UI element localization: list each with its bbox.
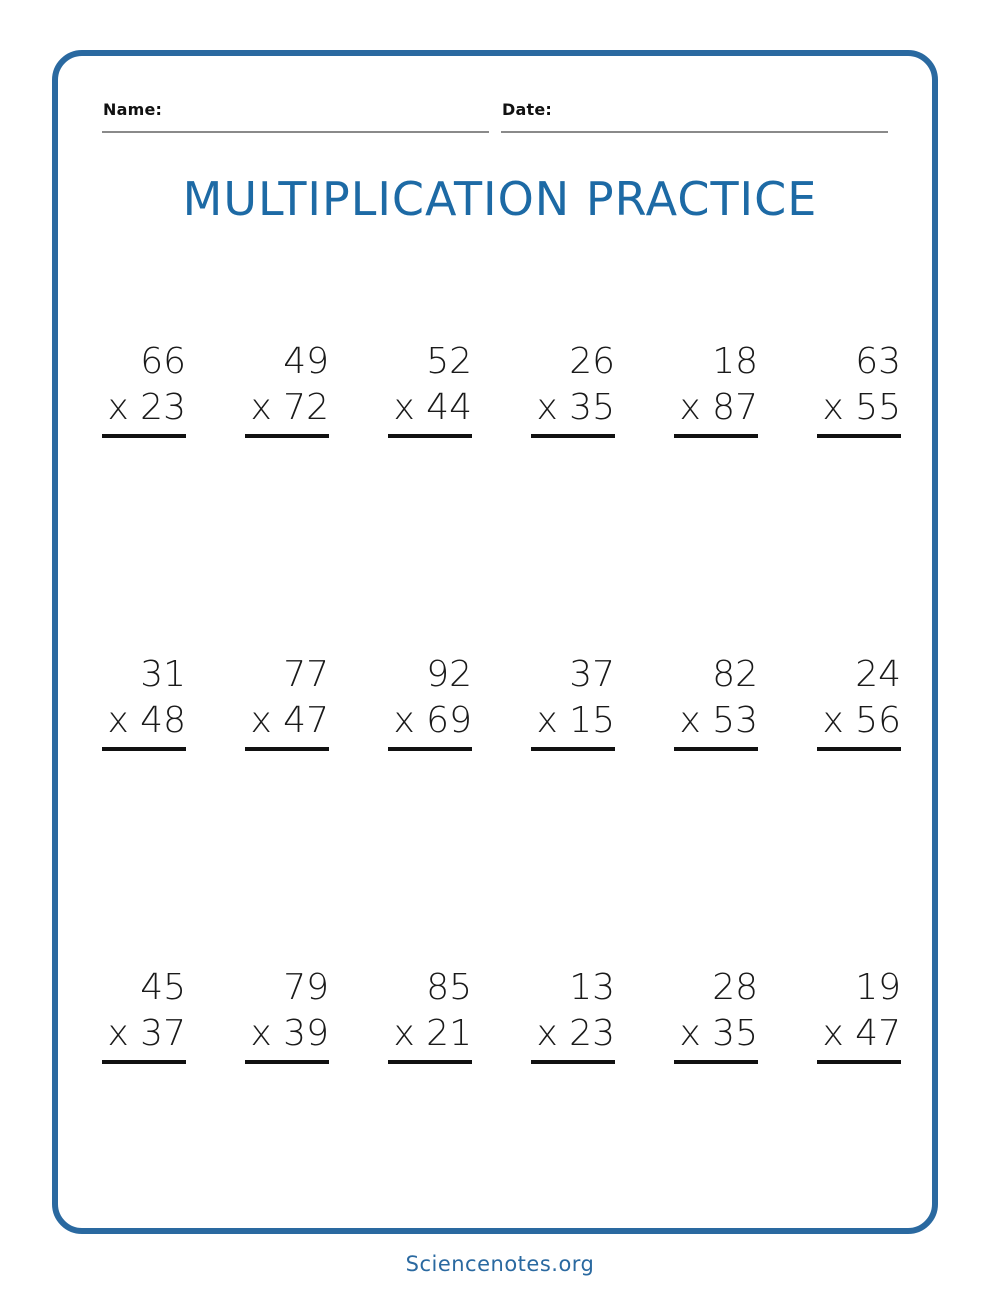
answer-line [388,747,472,751]
answer-line [531,434,615,438]
multiplicand: 45 [140,967,186,1008]
multiplier: x 39 [250,1013,329,1054]
multiplicand: 31 [140,654,186,695]
multiplier: x 53 [679,700,758,741]
problem-card [674,342,758,442]
answer-line [817,1060,901,1064]
multiplier: x 47 [250,700,329,741]
footer-credit: Sciencenotes.org [405,1252,595,1276]
answer-line [388,434,472,438]
multiplicand: 26 [569,341,615,382]
multiplicand: 63 [855,341,901,382]
multiplier: x 23 [536,1013,615,1054]
page-title: MULTIPLICATION PRACTICE [182,172,818,226]
answer-line [674,747,758,751]
problem-card [388,968,472,1068]
multiplicand: 79 [283,967,329,1008]
problem-card [388,655,472,755]
multiplicand: 19 [855,967,901,1008]
date-label: Date: [502,100,552,119]
multiplier: x 35 [536,387,615,428]
answer-line [674,434,758,438]
multiplier: x 37 [107,1013,186,1054]
multiplicand: 18 [712,341,758,382]
multiplier: x 44 [393,387,472,428]
multiplicand: 13 [569,967,615,1008]
multiplicand: 24 [855,654,901,695]
problem-card [817,968,901,1068]
multiplicand: 66 [140,341,186,382]
multiplier: x 72 [250,387,329,428]
problem-card [245,342,329,442]
problem-card [102,968,186,1068]
answer-line [674,1060,758,1064]
answer-line [102,1060,186,1064]
answer-line [245,747,329,751]
multiplier: x 69 [393,700,472,741]
multiplier: x 47 [822,1013,901,1054]
multiplicand: 28 [712,967,758,1008]
answer-line [817,434,901,438]
answer-line [102,434,186,438]
multiplicand: 49 [283,341,329,382]
multiplier: x 35 [679,1013,758,1054]
multiplier: x 56 [822,700,901,741]
problem-card [531,342,615,442]
answer-line [531,1060,615,1064]
problem-card [674,655,758,755]
multiplicand: 52 [426,341,472,382]
answer-line [245,434,329,438]
problem-card [245,968,329,1068]
multiplier: x 15 [536,700,615,741]
problem-card [245,655,329,755]
problem-card [102,342,186,442]
multiplicand: 77 [283,654,329,695]
answer-line [388,1060,472,1064]
date-field[interactable] [501,100,888,133]
answer-line [245,1060,329,1064]
problem-card [531,655,615,755]
multiplier: x 48 [107,700,186,741]
answer-line [817,747,901,751]
answer-line [102,747,186,751]
multiplicand: 92 [426,654,472,695]
multiplier: x 21 [393,1013,472,1054]
problem-card [102,655,186,755]
multiplicand: 82 [712,654,758,695]
problem-card [531,968,615,1068]
name-field[interactable] [102,100,489,133]
problem-card [817,655,901,755]
multiplicand: 85 [426,967,472,1008]
problem-card [388,342,472,442]
name-label: Name: [103,100,163,119]
problem-card [817,342,901,442]
answer-line [531,747,615,751]
multiplier: x 87 [679,387,758,428]
multiplier: x 55 [822,387,901,428]
multiplicand: 37 [569,654,615,695]
multiplier: x 23 [107,387,186,428]
problem-card [674,968,758,1068]
